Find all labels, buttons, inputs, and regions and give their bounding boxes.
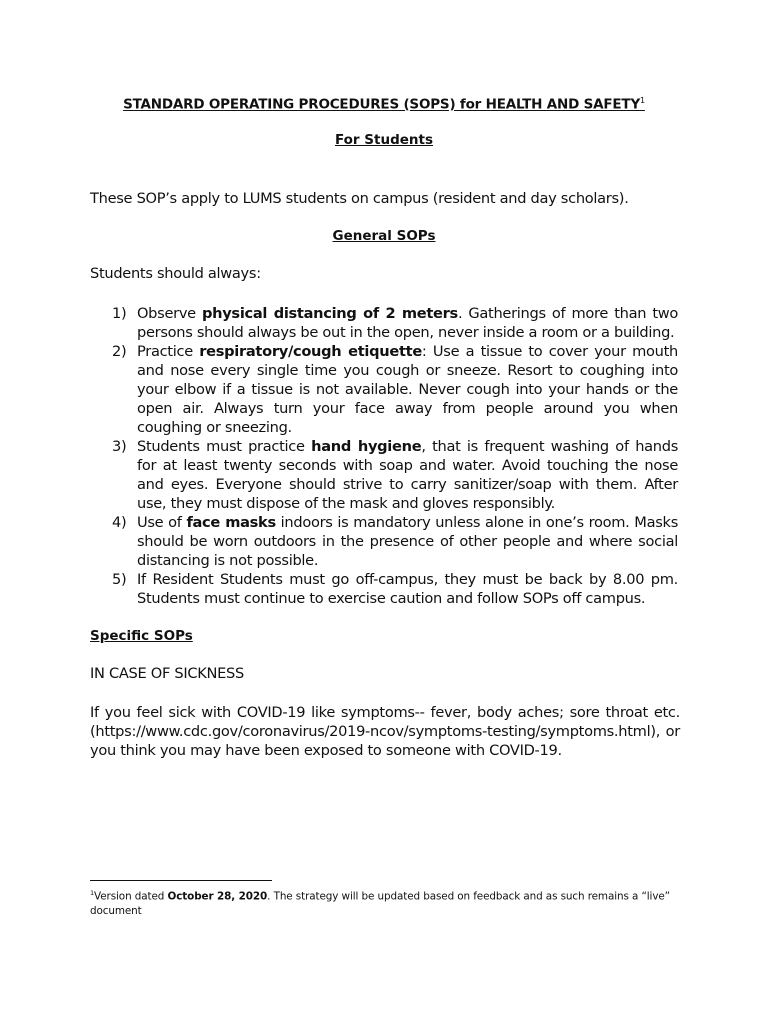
document-subtitle: For Students: [334, 132, 433, 148]
list-item: [90, 570, 678, 608]
list-item-number: 5): [112, 571, 127, 588]
document-title: [0, 96, 768, 113]
list-item: [90, 304, 678, 342]
list-item-text-before: Use of: [137, 514, 187, 531]
list-item-number: 3): [112, 438, 127, 455]
list-item: [90, 437, 678, 513]
list-item-text-before: Students must practice: [137, 438, 312, 455]
list-item-text-after: . Gatherings of more than two persons should always be out in the open, never inside a room or a building.: [137, 305, 679, 341]
list-item: [90, 342, 678, 437]
list-item-text-before: If Resident Students must go off-campus, they must be back by 8.00 pm. Students must continue to exercise caution and follow SOPs off campus.: [137, 571, 678, 607]
list-item-emphasis: hand hygiene: [311, 438, 422, 455]
footnote: [90, 886, 680, 919]
list-item-text-after: , that is frequent washing of hands for at least twenty seconds with soap and water. Avoid touching the nose and eyes. Everyone should strive to carry sanitizer/soap with them. After use, they must dispose of the mask and gloves responsibly.: [137, 438, 679, 512]
footnote-text-before: Version dated: [94, 890, 168, 903]
list-item-text-before: Observe: [137, 305, 202, 322]
sop-list: [90, 304, 678, 608]
list-item-emphasis: physical distancing of 2 meters: [201, 305, 458, 322]
footnote-text-after: . The strategy will be updated based on feedback and as such remains a “live” document: [90, 890, 670, 918]
title-text: STANDARD OPERATING PROCEDURES (SOPS) for HEALTH AND SAFETY: [123, 96, 641, 113]
list-item: [90, 513, 678, 570]
list-item-number: 2): [112, 343, 127, 360]
list-item-text-before: Practice: [137, 343, 200, 360]
list-item-number: 4): [112, 514, 127, 531]
list-item-emphasis: respiratory/cough etiquette: [199, 343, 422, 360]
intro-paragraph: These SOP’s apply to LUMS students on campus (resident and day scholars).: [90, 190, 629, 207]
specific-sops-heading: Specific SOPs: [90, 628, 193, 644]
footnote-mark: 1: [90, 889, 95, 897]
lead-in-text: Students should always:: [90, 265, 261, 282]
sickness-heading: IN CASE OF SICKNESS: [90, 665, 244, 682]
list-item-number: 1): [112, 305, 127, 322]
list-item-emphasis: face masks: [186, 514, 276, 531]
list-item-text-after: indoors is mandatory unless alone in one’s room. Masks should be worn outdoors in the presence of other people and where social distancing is not possible.: [137, 514, 678, 569]
footnote-date: October 28, 2020: [167, 890, 268, 903]
sickness-paragraph: If you feel sick with COVID-19 like symptoms-- fever, body aches; sore throat etc. (https://www.cdc.gov/coronavirus/2019-ncov/symptoms-testing/symptoms.html), or you think you may have been exposed to someone with COVID-19.: [90, 704, 680, 759]
general-sops-heading: General SOPs: [332, 228, 436, 244]
title-footnote-mark: 1: [640, 96, 645, 105]
footnote-divider: [90, 880, 272, 881]
list-item-text-after: : Use a tissue to cover your mouth and nose every single time you cough or sneeze. Resort to coughing into your elbow if a tissue is not available. Never cough into your hands or the open air. Always turn your face away from people around you when coughing or sneezing.: [137, 343, 678, 436]
